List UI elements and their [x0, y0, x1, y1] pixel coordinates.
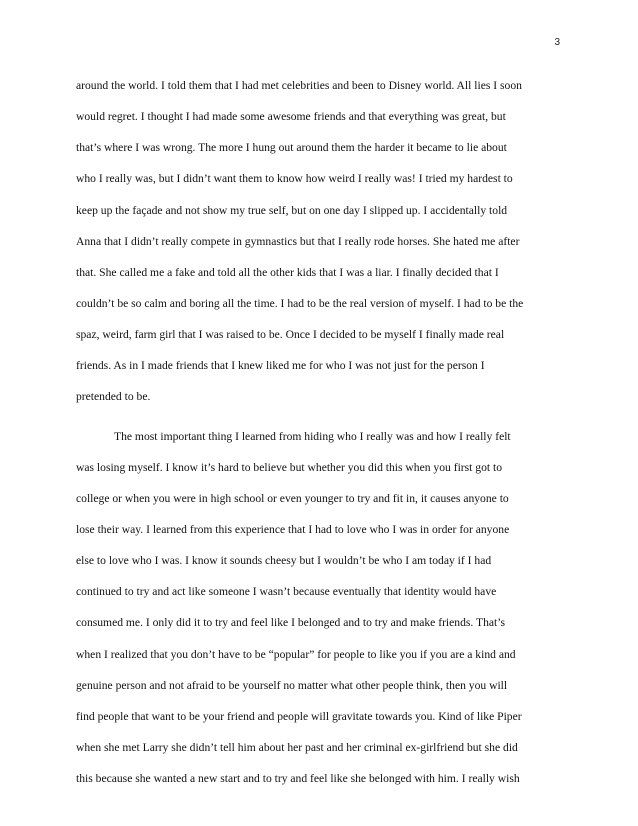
- text-line: that. She called me a fake and told all the other kids that I was a liar. I finally decided that I: [76, 265, 499, 279]
- text-line: who I really was, but I didn’t want them to know how weird I really was! I tried my hardest to: [76, 172, 513, 186]
- text-line: when she met Larry she didn’t tell him about her past and her criminal ex-girlfriend but she did: [76, 740, 518, 754]
- paragraph-gap: [76, 413, 586, 421]
- text-line: find people that want to be your friend and people will gravitate towards you. Kind of like Piper: [76, 709, 522, 723]
- text-line: else to love who I was. I know it sounds cheesy but I wouldn’t be who I am today if I had: [76, 554, 492, 568]
- text-line: was losing myself. I know it’s hard to believe but whether you did this when you first got to: [76, 460, 503, 474]
- text-line: would regret. I thought I had made some awesome friends and that everything was great, but: [76, 110, 506, 124]
- text-line: when I realized that you don’t have to be “popular” for people to like you if you are a kind and: [76, 647, 516, 661]
- text-line: this because she wanted a new start and to try and feel like she belonged with him. I really wish: [76, 772, 520, 786]
- text-line: that’s where I was wrong. The more I hung out around them the harder it became to lie about: [76, 141, 507, 155]
- text-line: friends. As in I made friends that I knew liked me for who I was not just for the person I: [76, 359, 485, 373]
- text-line: around the world. I told them that I had met celebrities and been to Disney world. All lies I soon: [76, 79, 522, 92]
- text-line: keep up the façade and not show my true self, but on one day I slipped up. I accidentally told: [76, 203, 508, 217]
- document-body: [76, 70, 586, 794]
- text-line: continued to try and act like someone I wasn’t because eventually that identity would have: [76, 585, 497, 599]
- text-line: spaz, weird, farm girl that I was raised to be. Once I decided to be myself I finally made real: [76, 328, 505, 342]
- paragraph: [76, 421, 586, 795]
- text-line: couldn’t be so calm and boring all the time. I had to be the real version of myself. I had to be the: [76, 296, 524, 310]
- text-line: college or when you were in high school or even younger to try and fit in, it causes anyone to: [76, 491, 509, 505]
- page-number: 3: [554, 37, 560, 48]
- text-line: The most important thing I learned from hiding who I really was and how I really felt: [114, 429, 511, 443]
- text-line: genuine person and not afraid to be yourself no matter what other people think, then you will: [76, 678, 508, 692]
- text-line: Anna that I didn’t really compete in gymnastics but that I really rode horses. She hated me after: [76, 234, 520, 248]
- text-line: lose their way. I learned from this experience that I had to love who I was in order for anyone: [76, 522, 510, 536]
- text-line: consumed me. I only did it to try and feel like I belonged and to try and make friends. That’s: [76, 616, 505, 630]
- text-line: pretended to be.: [76, 390, 151, 404]
- paragraph: [76, 70, 586, 413]
